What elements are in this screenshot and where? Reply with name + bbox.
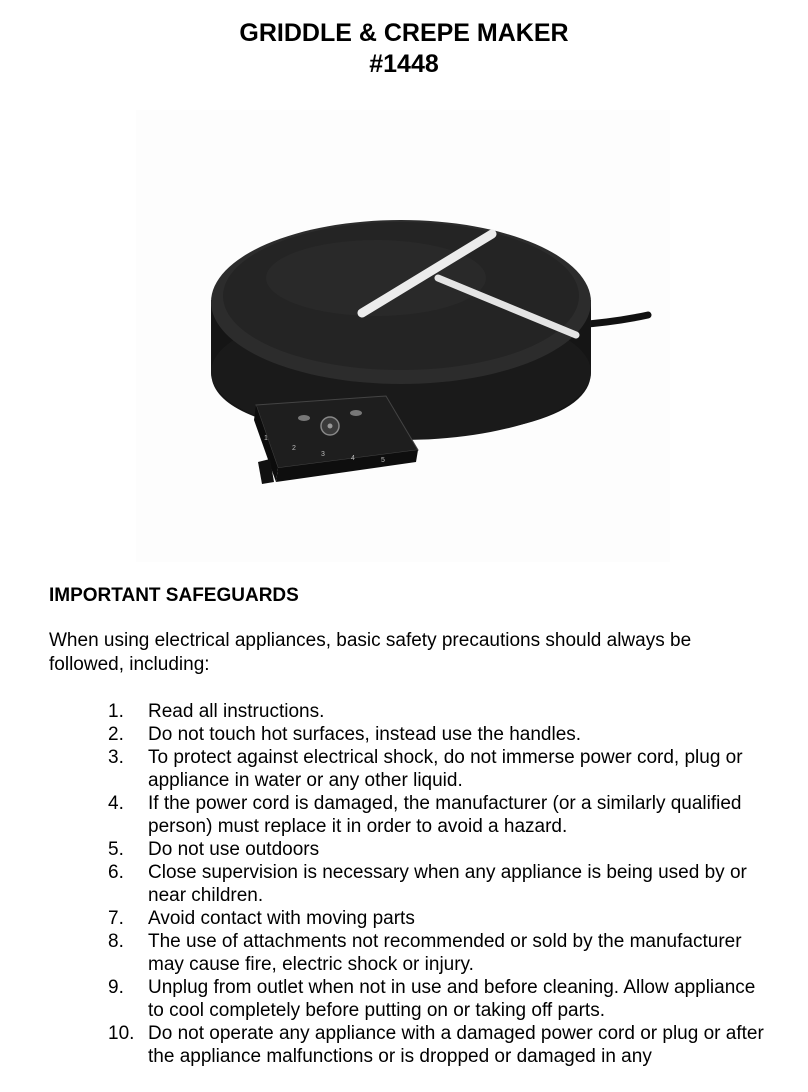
list-item (0, 700, 768, 723)
dial-number: 5 (381, 457, 385, 464)
item-text: Close supervision is necessary when any appliance is being used by or near children. (148, 862, 747, 906)
intro-paragraph: When using electrical appliances, basic safety precautions should always be followed, including: (49, 630, 692, 675)
item-number: 5. (108, 839, 124, 860)
list-item (0, 976, 768, 1022)
indicator-light-left (298, 415, 310, 421)
dial-number: 1 (264, 435, 268, 442)
dial-number: 2 (292, 445, 296, 452)
item-text: If the power cord is damaged, the manufacturer (or a similarly qualified person) must replace it in order to avoid a hazard. (148, 793, 742, 837)
list-item (0, 1022, 768, 1068)
list-item (0, 723, 768, 746)
item-number: 7. (108, 908, 124, 929)
item-text: Avoid contact with moving parts (148, 908, 415, 929)
item-number: 1. (108, 701, 124, 722)
item-text: Read all instructions. (148, 701, 325, 722)
item-number: 10. (108, 1023, 135, 1044)
item-text: The use of attachments not recommended or sold by the manufacturer may cause fire, electric shock or injury. (148, 931, 742, 975)
list-item (0, 861, 768, 907)
list-item (0, 746, 768, 792)
list-item (0, 838, 768, 861)
list-item (0, 907, 768, 930)
item-text: Do not use outdoors (148, 839, 320, 860)
item-text: Do not operate any appliance with a damaged power cord or plug or after the appliance malfunctions or is dropped or damaged in any (148, 1023, 764, 1067)
product-photo (136, 110, 670, 562)
item-number: 2. (108, 724, 124, 745)
model-number: #1448 (369, 50, 439, 78)
list-item (0, 792, 768, 838)
item-text: Unplug from outlet when not in use and before cleaning. Allow appliance to cool completely before putting on or taking off parts. (148, 977, 756, 1021)
item-number: 6. (108, 862, 124, 883)
document-title: GRIDDLE & CREPE MAKER (239, 19, 569, 47)
list-item (0, 930, 768, 976)
item-text: To protect against electrical shock, do not immerse power cord, plug or appliance in water or any other liquid. (148, 747, 743, 791)
item-text: Do not touch hot surfaces, instead use the handles. (148, 724, 582, 745)
indicator-light-right (350, 410, 362, 416)
dial-number: 3 (321, 451, 325, 458)
section-heading: IMPORTANT SAFEGUARDS (49, 585, 299, 606)
item-number: 9. (108, 977, 124, 998)
dial-number: 4 (351, 455, 355, 462)
item-number: 8. (108, 931, 124, 952)
safeguards-list (0, 700, 808, 1068)
item-number: 3. (108, 747, 124, 768)
item-number: 4. (108, 793, 124, 814)
